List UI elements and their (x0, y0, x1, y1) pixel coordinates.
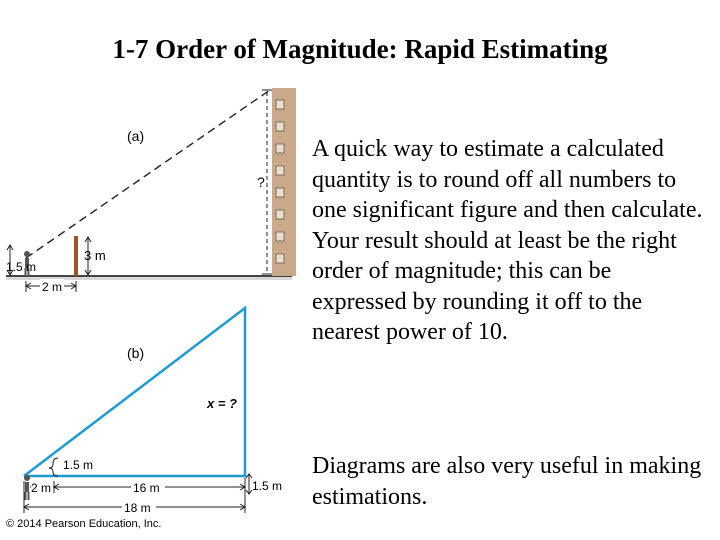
total-distance-label: 18 m (124, 501, 151, 515)
triangle (24, 308, 245, 476)
copyright-notice: © 2014 Pearson Education, Inc. (6, 518, 162, 530)
height-brace (49, 458, 58, 476)
figure-b (24, 308, 282, 515)
distance-label: 2 m (42, 280, 63, 294)
building-height-label: ? (257, 174, 265, 190)
mid-distance-label: 16 m (133, 481, 160, 495)
x-label: x = ? (207, 396, 237, 411)
figure-a-label: (a) (127, 128, 145, 144)
paragraph-diagrams: Diagrams are also very useful in making estimations. (312, 453, 702, 510)
left-distance-label: 2 m (31, 481, 52, 495)
pole-height-label: 3 m (84, 248, 106, 263)
person-icon-b (24, 475, 30, 500)
right-height-label: 1.5 m (252, 479, 283, 493)
estimation-figure (0, 80, 300, 540)
paragraph-estimating: A quick way to estimate a calculated quantity is to round off all numbers to one significant figure and then calculate. Your result should at least be the right order of magnitude; this can be expressed by rounding it off to the nearest power of 10. (312, 136, 703, 345)
slide-title: 1-7 Order of Magnitude: Rapid Estimating (112, 34, 608, 64)
pole (74, 236, 78, 276)
figure-a (6, 88, 296, 294)
sight-line (26, 90, 270, 258)
figure-b-label: (b) (127, 345, 145, 361)
brace-label: 1.5 m (63, 458, 94, 472)
eye-height-label: 1.5 m (6, 260, 37, 274)
building (272, 88, 296, 276)
